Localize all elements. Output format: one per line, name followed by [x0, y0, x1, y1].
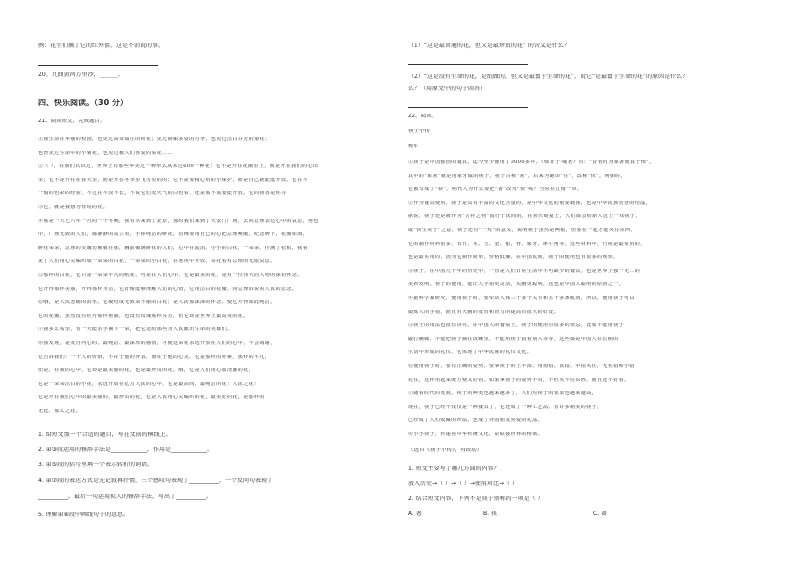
passage-line: 见了人们用心灵编织成一朵朵的白花，一朵朵的小白花，在寒风中开放，寄托着对总理的无限哀思。	[38, 259, 276, 265]
passage-line: 其中的“象箸”就是用象牙做的筷子。筷子古称“箸”，后来为避讳“住”，改称“快”。明朝时，	[408, 173, 627, 179]
question-sub-1: （1）“这是最普通的花，但又是最珍贵的花” 的含义是什么？	[408, 43, 570, 49]
option-b: B. 筷	[483, 511, 497, 517]
passage-line: 它开得那样美丽，开得那样圣洁，它好像能够理解人们的心情，它用洁白的花瓣，向总理诉说着人民的思念。	[38, 286, 298, 292]
passage-line: ②作为餐具使用，筷子是具有丰富的文化含量的，是中华文化的重要载体，也是中华民族智慧的结晶，	[408, 200, 652, 206]
question-22: 22、阅读。	[408, 114, 437, 119]
passage-line: 一般的色彩的经验，不过在平淡不长，不说它们发火气的白色着，还是那不需要能开放。它的荷香是你寻	[38, 191, 287, 197]
section-title: 四、快乐阅读。（30 分）	[38, 99, 128, 107]
passage-line: 它的制作材料很多，有竹、木、玉、金、银、骨、象牙、犀牛角等。这些材料中，竹筷是最常用的，	[408, 241, 646, 247]
question-item: 放入历史→（ ）→（ ）→使用对比→（ ）	[408, 481, 518, 487]
passage-line: ①我生活在华丽的校园，也见过高贵端庄的荷花；见过娇媚多姿的月季，也见过洁白芬芳的菊花；	[38, 137, 271, 142]
question-item: 4. 第⑦段的表达方式是先记叙再抒情，三个感叹句表现了__________，一个反问句表现了	[38, 478, 274, 484]
passage-line: ⑧小小筷子，传递着中华传统文化，是联接世界的桥梁。	[408, 432, 544, 437]
passage-line: 也是最实用的，因为它制作简单，价格低廉，在中国民间，筷子的使用也有很多的规矩。	[408, 255, 619, 261]
passage-line: 生活中形成的礼仪，它体现了中华民族的礼仪文化。	[408, 350, 533, 356]
passage-line: 敲打碗碟，不能把筷子插在饭碗里，不能用筷子指着别人等等。这些都是中国人在长期的	[408, 336, 619, 342]
passage-line: 美妙发明。筷子的使用，能让人手指更灵活，头脑更聪明，这也是中国人聪明的原因之一。	[408, 282, 625, 288]
question-item: 1. 给短文加一个合适的题目，写在文前的横线上。	[38, 432, 172, 438]
answer-line	[38, 65, 158, 66]
passage-source: （选自《筷子小传》，有改动）	[408, 448, 483, 453]
passage-line: 它是一朵朵洁白的小花，永远开放在亿万人民的心中，它是最高尚、最纯洁的花！人民之花！	[38, 381, 260, 387]
passage-line: 据说，筷子还是被作为“吉祥之物”流行于民间的，在喜庆婚宴上，人们都会给新人送上一双筷子，	[408, 214, 641, 220]
passage-line: 鲜花朵朵，总理的灵魂仿佛就在那，胸前插满鲜花的人们，心中在流泪。小小的白花，一朵朵，挂满了松柏，我看	[38, 245, 309, 251]
question-20: 20、九曲黄河万里沙，______。	[38, 72, 124, 78]
passage-line: 取“快生贵子”之意。筷子还有“一对”的意义，说明筷子虽然是两根，但要在一起才能夹住东西，	[408, 228, 636, 233]
option-a: A. 箸	[408, 511, 422, 517]
passage-line: ①筷子是中国独创的餐具，迄今至少使用了3000多年。《韩非子·喻老》有：“昔者纣为象箸而箕子怖”。	[408, 160, 655, 165]
passage-line: ②（ ），在我们认识过，世界上有那些华美过一种形式从未过600一种花：它不是开在花圃里上，而是开在我们的心田	[38, 164, 319, 170]
example-sentence: 例：花生们摘了它的红外套，这是不消说的事。	[38, 43, 165, 49]
passage-line: ③筷子，在中国几千年的历史中，一直是人们日常生活中不可缺少的餐具，也是世界上独一无二的	[408, 268, 641, 274]
passage-title: 筷子小传	[408, 129, 431, 134]
passage-line: ⑤那样的白花，它只是一朵朵平凡的纸花，可是在人们心中，它是最美的花，是对一位伟大的人物的深切怀念，	[38, 273, 303, 278]
passage-line: ⑥哦，是人民悲痛的泪水，它凝结成无数朵不谢的白花；是人民那深深的怀念，使它开得如此纯洁。	[38, 300, 276, 306]
passage-line: 里；它不是开在在春天里，而是开在冬季里飞雪里的的；它不需要精心用的小保护，而是自己就能能开放。它在不	[38, 177, 309, 183]
answer-line	[408, 64, 528, 65]
option-c: C. 著	[593, 511, 608, 517]
question-item: 1. 短文主要写了哪几方面的内容？	[408, 466, 500, 472]
passage-author: 杨军	[408, 144, 419, 149]
passage-line: ⑧我发现，是发自内心的、最纯洁、最深厚的感情，才使这朵花永远开放在人们的心中，不会凋谢，	[38, 341, 276, 346]
passage-line: 它是开在我们心中的最美丽的、最珍贵的花，它是人民用心灵编织的花，最美好的花，是那样的	[38, 395, 265, 401]
passage-line: 它被写成了“筷”。明代人为什么要把“箸”改为“快”呢？当时在江南一带，	[408, 187, 583, 193]
passage-line: 中，广场无数的人们，都静静的站立着，手捧纯洁的鲜花，仿佛要用自己的心把总理唤醒。纪念碑下，花圈如海，	[38, 232, 309, 238]
passage-line: 托住，这样用起来既方便又好看。如果拿筷子的姿势不对，不但夹不住东西，而且还不好看。	[408, 377, 630, 383]
passage-line: ③它，就是我想为你说的花。	[38, 205, 109, 210]
answer-line	[408, 107, 528, 108]
question-sub-2: （2）“这是没有生命的花，是纸做的，但又是最富于生命的花”，说它“是最富于生命的花”的原因是什么？	[408, 74, 689, 80]
passage-line: 也曾见过生命中的小菊花，也见过被人们喜爱的菜花……	[38, 150, 174, 156]
passage-line: 它告诉我们：一个人的价值，不在于他的外表，而在于他的心灵。它是那样的朴素，那样的平凡，	[38, 354, 271, 360]
passage-line: ⑤筷子的用法也很有讲究。在中国人的餐桌上，筷子的使用有很多的禁忌，比如不能用筷子	[408, 323, 625, 329]
passage-line: 无比，那么之花。	[38, 409, 82, 414]
passage-line: 现在，筷子已经不仅仅是一种餐具了，它还成了一种工艺品。有许多精美的筷子，	[408, 404, 603, 410]
passage-line: ⑦随着时代的发展，筷子的种类也越来越多了，人们对筷子的要求也越来越高，	[408, 391, 598, 397]
question-item: 2. 第③段运用的修辞手法是____________，作用是____________。	[38, 447, 214, 453]
question-item: __________。最后一句运用拟人的修辞手法，写出了__________。	[38, 494, 213, 500]
passage-line: ⑦我多么希望，有一天能亲手摘下一朵，把它送给那些为人民献出生命的英雄们。	[38, 327, 233, 333]
passage-line: ⑥使用筷子时，要有正确的姿势。要拿筷子的上半部，用拇指、食指、中指夹住，无名指和小指	[408, 364, 635, 369]
passage-line: 锻炼人的手指，而且对大脑的发育和智力的提高有很大的好处。	[408, 309, 560, 315]
passage-line: ④据科学家研究，使用筷子时，要牵动人体三十多个关节和五十多条肌肉，所以，使用筷子可以	[408, 296, 635, 301]
passage-line: 它的花瓣，虽然没有牡丹那样艳丽，也没有玫瑰那样芬芳，但它却是世界上最高贵的花。	[38, 313, 249, 319]
question-item: 5. 理解第⑧段中画线句子的意思。	[38, 512, 130, 518]
question-item: 3. 第⑤段的括号里填一个表示转折的词语。	[38, 462, 154, 468]
passage-line: ④那是一九七六年一月的一个冬晚，我有幸来到了北京，那时我们来到了天安门广场，去向总理表达心中的哀思，再也	[38, 218, 319, 224]
question-sub-2-cont: 么？（用原文中的句子回答）	[408, 86, 487, 92]
passage-line: 但是，在我的心中，它却是最美丽的花，也是最珍贵的花。哦，它是人们用心血浇灌的花，	[38, 368, 255, 374]
question-21: 21、阅读短文，完成题目。	[38, 119, 106, 124]
passage-line: 已经成了人们收藏的珍品，也成了外国朋友喜爱的礼品。	[408, 418, 544, 424]
question-item: 2. 结合短文内容，下列不是筷子别称的一项是（ ）	[408, 496, 544, 502]
